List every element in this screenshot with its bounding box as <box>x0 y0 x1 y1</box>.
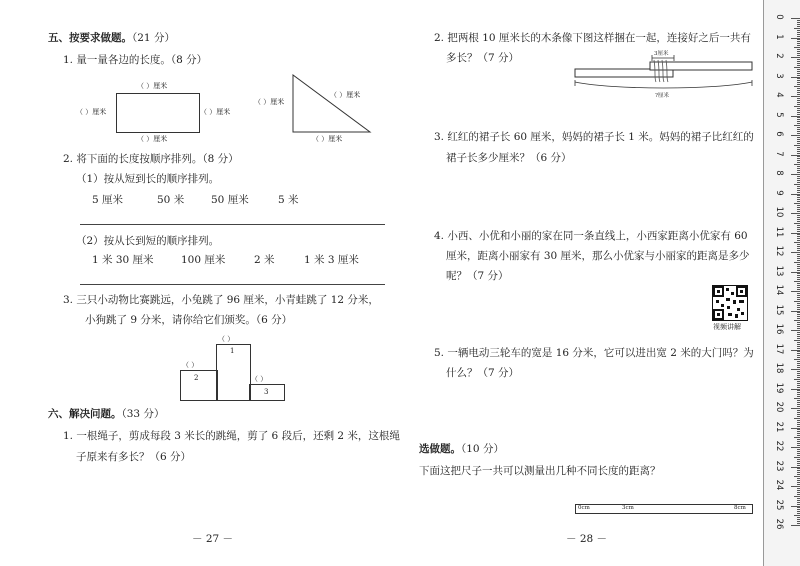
ruler-number: 24 <box>774 479 784 491</box>
ruler-tick <box>794 164 800 165</box>
r-q2-line1: 2. 把两根 10 厘米长的木条像下图这样捆在一起，连接好之后一共有 <box>434 32 751 44</box>
ruler-number: 18 <box>774 362 784 374</box>
ruler-number: 23 <box>774 460 784 471</box>
ruler-tick <box>791 96 800 97</box>
optional-heading <box>419 442 504 456</box>
optional-title: 选做题。 <box>419 443 461 455</box>
ruler-number: 3 <box>774 72 784 79</box>
left-page-number: － 27 － <box>192 533 234 545</box>
ruler-tick <box>794 457 800 458</box>
qr-code-icon[interactable] <box>712 285 748 321</box>
ruler-label: 8cm <box>734 505 746 511</box>
ruler-tick <box>791 155 800 156</box>
ruler-number: 20 <box>774 401 784 413</box>
p1-item: 50 米 <box>157 194 185 206</box>
ruler-number: 13 <box>774 265 784 276</box>
ruler-tick <box>791 272 800 273</box>
ruler-number: 9 <box>774 189 784 196</box>
ruler-number: 6 <box>774 131 784 137</box>
ruler-tick <box>794 125 800 126</box>
ruler-tick <box>791 77 800 78</box>
ruler-tick <box>794 28 800 29</box>
s6-q1-line2: 子原来有多长？（6 分） <box>76 451 192 463</box>
ruler-tick <box>791 57 800 58</box>
rect-right-label: （ ）厘米 <box>200 108 231 116</box>
ruler-tick <box>794 496 800 497</box>
tri-bottom-label: （ ）厘米 <box>312 135 343 143</box>
optional-score: （10 分） <box>461 443 504 455</box>
tri-hyp-label: （ ）厘米 <box>330 91 361 99</box>
r-q3-line2: 裙子长多少厘米？（6 分） <box>446 152 572 164</box>
ruler-tick <box>791 389 800 390</box>
p2-item: 1 米 3 厘米 <box>304 254 359 266</box>
p2-item: 1 米 30 厘米 <box>92 254 154 266</box>
ruler-tick <box>794 106 800 107</box>
p1-item: 50 厘米 <box>211 194 249 206</box>
ruler-number: 5 <box>774 111 784 118</box>
ruler-tick <box>794 301 800 302</box>
section5-score: （21 分） <box>132 32 175 44</box>
section5-title: 五、按要求做题。 <box>48 32 132 44</box>
p2-item: 2 米 <box>254 254 275 266</box>
ruler-tick <box>794 281 800 282</box>
section6-title: 六、解决问题。 <box>48 408 122 420</box>
ruler-tick <box>791 428 800 429</box>
p2-item: 100 厘米 <box>181 254 226 266</box>
ruler-tick <box>794 476 800 477</box>
rect-left-label: （ ）厘米 <box>76 108 107 116</box>
ruler-tick <box>791 116 800 117</box>
ruler-number: 14 <box>774 284 784 296</box>
ruler-number: 12 <box>774 245 784 257</box>
ruler-number: 19 <box>774 382 784 393</box>
s6-q1-line1: 1. 一根绳子，剪成每段 3 米长的跳绳，剪了 6 段后，还剩 2 米，这根绳 <box>63 430 400 442</box>
q2-text: 2. 将下面的长度按顺序排列。（8 分） <box>63 153 239 165</box>
ruler-tick <box>794 184 800 185</box>
podium-second <box>180 370 218 401</box>
ruler-tick <box>791 213 800 214</box>
ruler-number: 17 <box>774 343 784 354</box>
measuring-ruler <box>575 504 753 514</box>
ruler-number: 8 <box>774 170 784 176</box>
ruler-tick <box>794 418 800 419</box>
ruler-tick <box>794 320 800 321</box>
answer-line <box>80 224 385 225</box>
ruler-tick <box>791 486 800 487</box>
ruler-tick <box>794 398 800 399</box>
ruler-tick <box>794 203 800 204</box>
ruler-number: 0 <box>774 14 784 20</box>
r-q4-line1: 4. 小西、小优和小丽的家在同一条直线上，小西家距离小优家有 60 <box>434 230 748 242</box>
rect-bottom-label: （ ）厘米 <box>137 135 168 143</box>
podium-blank: （ ） <box>218 335 235 343</box>
rect-top-label: （ ）厘米 <box>137 82 168 90</box>
r-q5-line1: 5. 一辆电动三轮车的宽是 16 分米，它可以进出宽 2 米的大门吗？为 <box>434 347 754 359</box>
q2-part1: （1）按从短到长的顺序排列。 <box>76 173 220 185</box>
ruler-tick <box>791 233 800 234</box>
podium-blank: （ ） <box>251 375 268 383</box>
ruler-number: 15 <box>774 304 784 315</box>
q2-part2: （2）按从长到短的顺序排列。 <box>76 235 220 247</box>
qr-caption: 视频讲解 <box>713 323 741 331</box>
section6-score: （33 分） <box>121 408 165 420</box>
ruler-number: 16 <box>774 323 784 335</box>
r-q4-line2: 厘米，距离小丽家有 30 厘米，那么小优家与小丽家的距离是多少 <box>446 250 750 262</box>
triangle-figure <box>292 74 372 134</box>
ruler-tick <box>794 145 800 146</box>
ruler-tick <box>791 525 800 526</box>
ruler-number: 22 <box>774 440 784 452</box>
ruler-tick <box>791 18 800 19</box>
ruler-number: 26 <box>774 518 784 530</box>
r-q5-line2: 什么？（7 分） <box>446 367 520 379</box>
ruler-tick <box>794 47 800 48</box>
ruler-tick <box>794 86 800 87</box>
ruler-tick <box>791 252 800 253</box>
side-ruler <box>763 0 800 566</box>
podium-number: 2 <box>194 374 199 382</box>
ruler-tick <box>791 467 800 468</box>
p1-item: 5 米 <box>278 194 299 206</box>
answer-line <box>80 284 385 285</box>
p1-item: 5 厘米 <box>92 194 124 206</box>
ruler-tick <box>791 174 800 175</box>
ruler-tick <box>794 242 800 243</box>
ruler-tick <box>791 291 800 292</box>
ruler-label: 3cm <box>622 505 634 511</box>
overlap-label: 3厘米 <box>654 51 669 57</box>
ruler-number: 10 <box>774 206 784 218</box>
ruler-tick <box>791 330 800 331</box>
ruler-tick <box>791 38 800 39</box>
ruler-number: 1 <box>774 33 784 40</box>
right-page-number: － 28 － <box>566 533 608 545</box>
ruler-tick <box>794 379 800 380</box>
tri-left-label: （ ）厘米 <box>254 98 285 106</box>
ruler-tick <box>794 340 800 341</box>
ruler-tick <box>791 408 800 409</box>
ruler-number: 7 <box>774 150 784 157</box>
section5-heading <box>48 31 175 45</box>
rectangle-figure <box>116 93 200 133</box>
r-q2-line2: 多长？（7 分） <box>446 52 520 64</box>
ruler-tick <box>791 350 800 351</box>
section6-heading <box>48 407 164 421</box>
podium-number: 1 <box>230 347 235 355</box>
ruler-tick <box>791 311 800 312</box>
ruler-tick <box>794 515 800 516</box>
ruler-tick <box>791 369 800 370</box>
ruler-number: 25 <box>774 499 784 510</box>
q3-line1: 3. 三只小动物比赛跳远，小兔跳了 96 厘米，小青蛙跳了 12 分米， <box>63 294 379 306</box>
ruler-tick <box>791 135 800 136</box>
ruler-tick <box>791 447 800 448</box>
ruler-tick <box>791 194 800 195</box>
total-label: ?厘米 <box>655 93 669 99</box>
podium-blank: （ ） <box>182 361 199 369</box>
ruler-label: 0cm <box>578 505 590 511</box>
podium-number: 3 <box>264 388 269 396</box>
ruler-tick <box>794 223 800 224</box>
r-q4-line3: 呢？（7 分） <box>446 270 509 282</box>
ruler-tick <box>794 437 800 438</box>
ruler-number: 11 <box>774 226 784 237</box>
ruler-tick <box>794 359 800 360</box>
r-q3-line1: 3. 红红的裙子长 60 厘米，妈妈的裙子长 1 米。妈妈的裙子比红红的 <box>434 131 754 143</box>
q1-text: 1. 量一量各边的长度。（8 分） <box>63 54 208 66</box>
ruler-number: 21 <box>774 421 784 432</box>
ruler-tick <box>791 506 800 507</box>
ruler-tick <box>794 67 800 68</box>
ruler-number: 4 <box>774 92 784 98</box>
q3-line2: 小狗跳了 9 分米，请你给它们颁奖。（6 分） <box>85 314 293 326</box>
optional-text: 下面这把尺子一共可以测量出几种不同长度的距离？ <box>419 465 661 477</box>
ruler-tick <box>794 262 800 263</box>
ruler-number: 2 <box>774 53 784 59</box>
